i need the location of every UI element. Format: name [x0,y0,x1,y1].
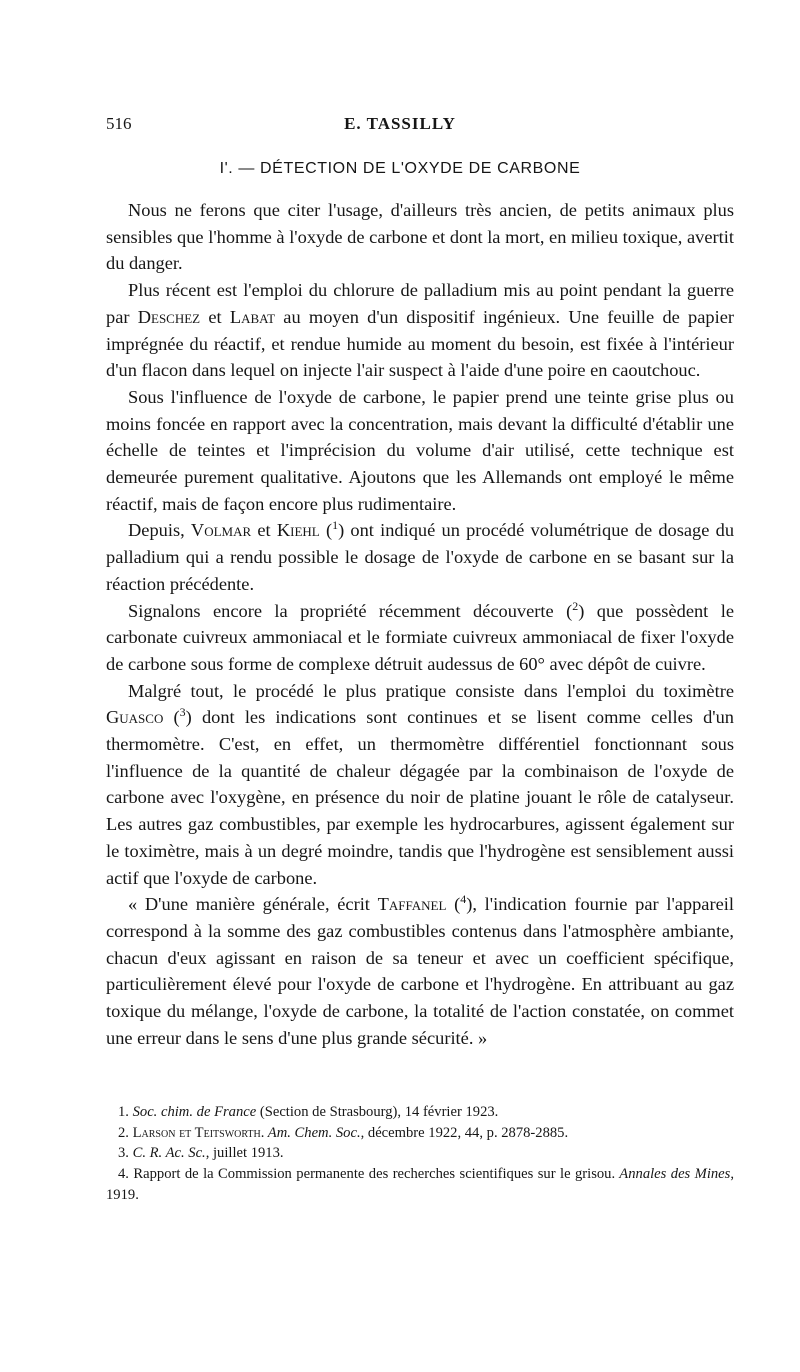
section-heading: I'. — DÉTECTION DE L'OXYDE DE CARBONE [219,160,581,177]
footnote-ref: 1 [332,518,339,533]
paragraph: Nous ne ferons que citer l'usage, d'ailleurs très ancien, de petits animaux plus sensibles que l'homme à l'oxyde de carbone et dont la mort, en milieu toxique, avertit du danger. [106,200,734,274]
paragraph: Plus récent est l'emploi du chlorure de palladium mis au point pendant la guerre par Deschez et Labat au moyen d'un dispositif ingénieux. Une feuille de papier imprégnée du réactif, et rendue humide au moment du besoin, est fixée à l'intérieur d'un flacon dans lequel on injecte l'air suspect à l'aide d'une poire en caoutchouc. [106,280,734,381]
author-name: Volmar [190,520,252,541]
paragraph: « D'une manière générale, écrit Taffanel ($^4$), l'indication fournie par l'appareil correspond à la somme des gaz combustibles contenus dans l'atmosphère ambiante, chacun d'eux agissant en raison de sa teneur et avec un coefficient spécifique, particulièrement élevé pour l'oxyde de carbone et l'hydrogène. En attribuant au gaz toxique du mélange, l'oxyde de carbone, la totalité de l'action constatée, on commet une erreur dans le sens d'une plus grande sécurité. » [106,892,734,1048]
page-number: 516 [106,114,132,133]
body-text [106,197,734,1052]
paragraph: Signalons encore la propriété récemment découverte ($^2$) que possèdent le carbonate cuivreux ammoniacal et le formiate cuivreux ammoniacal de fixer l'oxyde de carbone sous forme de complexe détruit audessus de 60° avec dépôt de cuivre. [106,598,734,674]
footnote-ref: 2 [572,598,579,613]
running-header [0,114,800,138]
footnote: 2. Larson et Teitsworth. Am. Chem. Soc., décembre 1922, 44, p. 2878-2885. [118,1124,569,1141]
author-name: Taffanel [377,894,447,915]
footnote: 3. C. R. Ac. Sc., juillet 1913. [118,1145,284,1162]
footnote: 4. Rapport de la Commission permanente des recherches scientifiques sur le grisou. Annales des Mines, 1919. [106,1166,734,1203]
paragraph: Depuis, Volmar et Kiehl ($^1$) ont indiqué un procédé volumétrique de dosage du palladium qui a rendu possible le dosage de l'oxyde de carbone en se basant sur la réaction précédente. [106,518,735,594]
paragraph: Malgré tout, le procédé le plus pratique consiste dans l'emploi du toximètre Guasco ($^3$) dont les indications sont continues et se lisent comme celles d'un thermomètre. C'est, en effet, un thermomètre différentiel fonctionnant sous l'influence de la quantité de chaleur dégagée par la combinaison de l'oxyde de carbone avec l'oxygène, en présence du noir de platine jouant le rôle de catalyseur. Les autres gaz combustibles, par exemple les hydrocarbures, agissent également sur le toximètre, mais à un degré moindre, tandis que l'hydrogène est sensiblement aussi actif que l'oxyde de carbone. [106,680,734,888]
author-name: Deschez [137,306,201,327]
running-head-author: E. TASSILLY [344,114,456,133]
footnote-ref: 3 [179,705,186,720]
footnote: 1. Soc. chim. de France (Section de Strasbourg), 14 février 1923. [118,1104,499,1120]
footnotes [106,1102,734,1206]
footnote-ref: 4 [460,892,467,907]
author-name: Kiehl [276,520,320,541]
author-name: Guasco [106,707,164,728]
author-name: Labat [229,306,276,327]
paragraph: Sous l'influence de l'oxyde de carbone, le papier prend une teinte grise plus ou moins foncée en rapport avec la concentration, mais devant la difficulté d'établir une échelle de teintes et l'imprécision du volume d'air utilisé, cette technique est demeurée purement qualitative. Ajoutons que les Allemands ont employé le même réactif, mais de façon encore plus rudimentaire. [106,386,734,514]
